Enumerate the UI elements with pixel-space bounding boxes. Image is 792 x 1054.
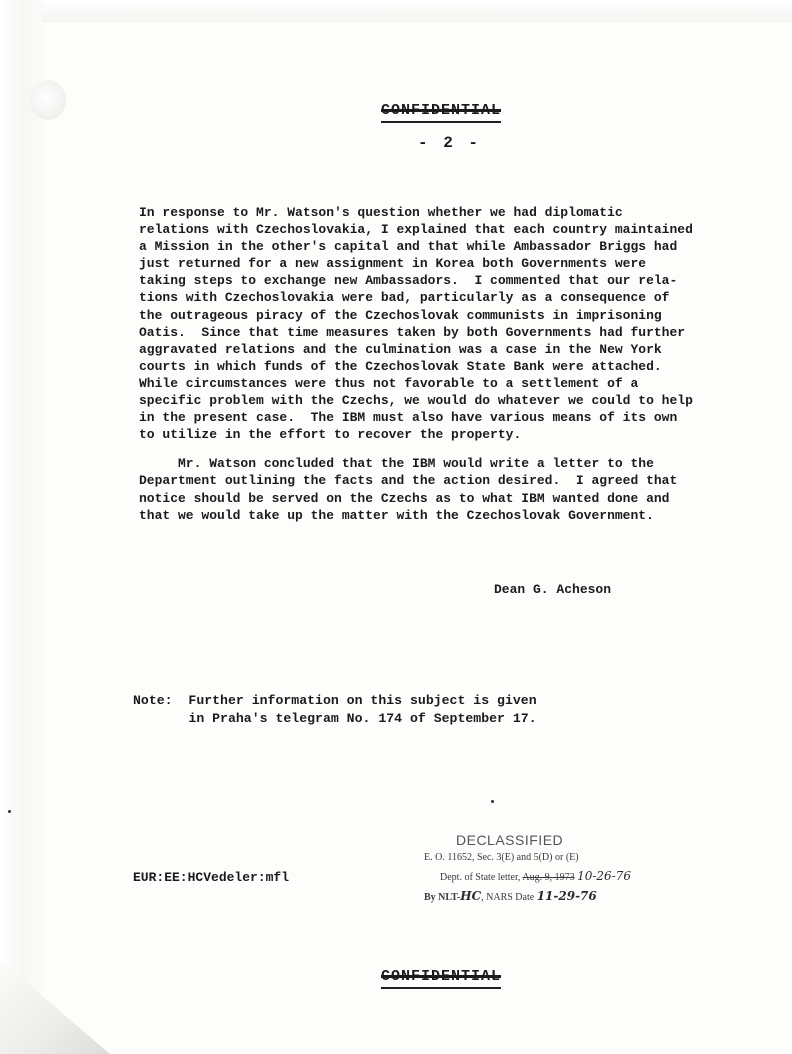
stamp-line-2	[424, 867, 654, 887]
body-line: that we would take up the matter with the Czechoslovak Government.	[139, 507, 654, 523]
body-line: While circumstances were thus not favorable to a settlement of a	[139, 375, 639, 391]
stamp-struck-date: Aug. 9, 1973	[522, 872, 575, 883]
punch-hole	[30, 80, 66, 120]
classification-footer: CONFIDENTIAL	[381, 968, 501, 989]
stamp-line-3	[424, 887, 654, 907]
body-line: specific problem with the Czechs, we would do whatever we could to help	[139, 393, 693, 409]
classification-header: CONFIDENTIAL	[381, 102, 501, 123]
body-line: aggravated relations and the culmination was a case in the New York	[139, 341, 662, 357]
page-number: - 2 -	[418, 134, 482, 152]
scan-edge-top	[0, 0, 792, 22]
note	[133, 692, 537, 728]
body-line: In response to Mr. Watson's question whether we had diplomatic	[139, 205, 623, 220]
body-line: to utilize in the effort to recover the property.	[139, 427, 522, 443]
body-line: just returned for a new assignment in Korea both Governments were	[139, 256, 647, 272]
stamp-line-1	[424, 848, 654, 867]
body-line: the outrageous piracy of the Czechoslovak communists in imprisoning	[139, 307, 662, 323]
body-line: courts in which funds of the Czechoslovak State Bank were attached.	[139, 358, 662, 374]
stamp-nars-label: , NARS Date	[481, 892, 535, 903]
body-line: tions with Czechoslovakia were bad, particularly as a consequence of	[139, 290, 670, 306]
memo-body	[139, 204, 693, 536]
note-line-2: in Praha's telegram No. 174 of September 17.	[188, 711, 537, 726]
note-line-1: Further information on this subject is given	[188, 693, 537, 708]
body-line: in the present case. The IBM must also have various means of its own	[139, 410, 678, 426]
scan-speck	[491, 800, 494, 803]
paragraph-2	[139, 455, 679, 523]
body-line: taking steps to exchange new Ambassadors. I commented that our rela-	[139, 273, 678, 289]
stamp-letter-label: Dept. of State letter,	[440, 872, 521, 883]
scan-edge-left	[0, 0, 42, 1054]
stamp-handwritten-nars-date: 11-29-76	[536, 889, 597, 903]
stamp-handwritten-date: 10-26-76	[577, 869, 632, 883]
body-line: relations with Czechoslovakia, I explained that each country maintained	[139, 222, 693, 238]
note-label: Note:	[133, 693, 173, 708]
stamp-handwritten-initials: HC	[460, 889, 482, 903]
stamp-authority: E. O. 11652, Sec. 3(E) and 5(D) or (E)	[424, 852, 579, 863]
drafter-initials: EUR:EE:HCVedeler:mfl	[133, 870, 290, 885]
stamp-title: DECLASSIFIED	[456, 832, 564, 848]
body-line: Department outlining the facts and the action desired. I agreed that	[139, 473, 678, 489]
signature: Dean G. Acheson	[494, 582, 612, 597]
body-line: a Mission in the other's capital and that while Ambassador Briggs had	[139, 239, 678, 255]
body-line: notice should be served on the Czechs as to what IBM wanted done and	[139, 490, 670, 506]
body-line: Mr. Watson concluded that the IBM would write a letter to the	[139, 456, 654, 472]
body-line: Oatis. Since that time measures taken by both Governments had further	[139, 324, 686, 340]
paragraph-1	[139, 204, 693, 443]
scan-speck	[8, 810, 11, 813]
stamp-nlt-label: By NLT-	[424, 892, 461, 903]
declassified-stamp	[424, 832, 654, 907]
